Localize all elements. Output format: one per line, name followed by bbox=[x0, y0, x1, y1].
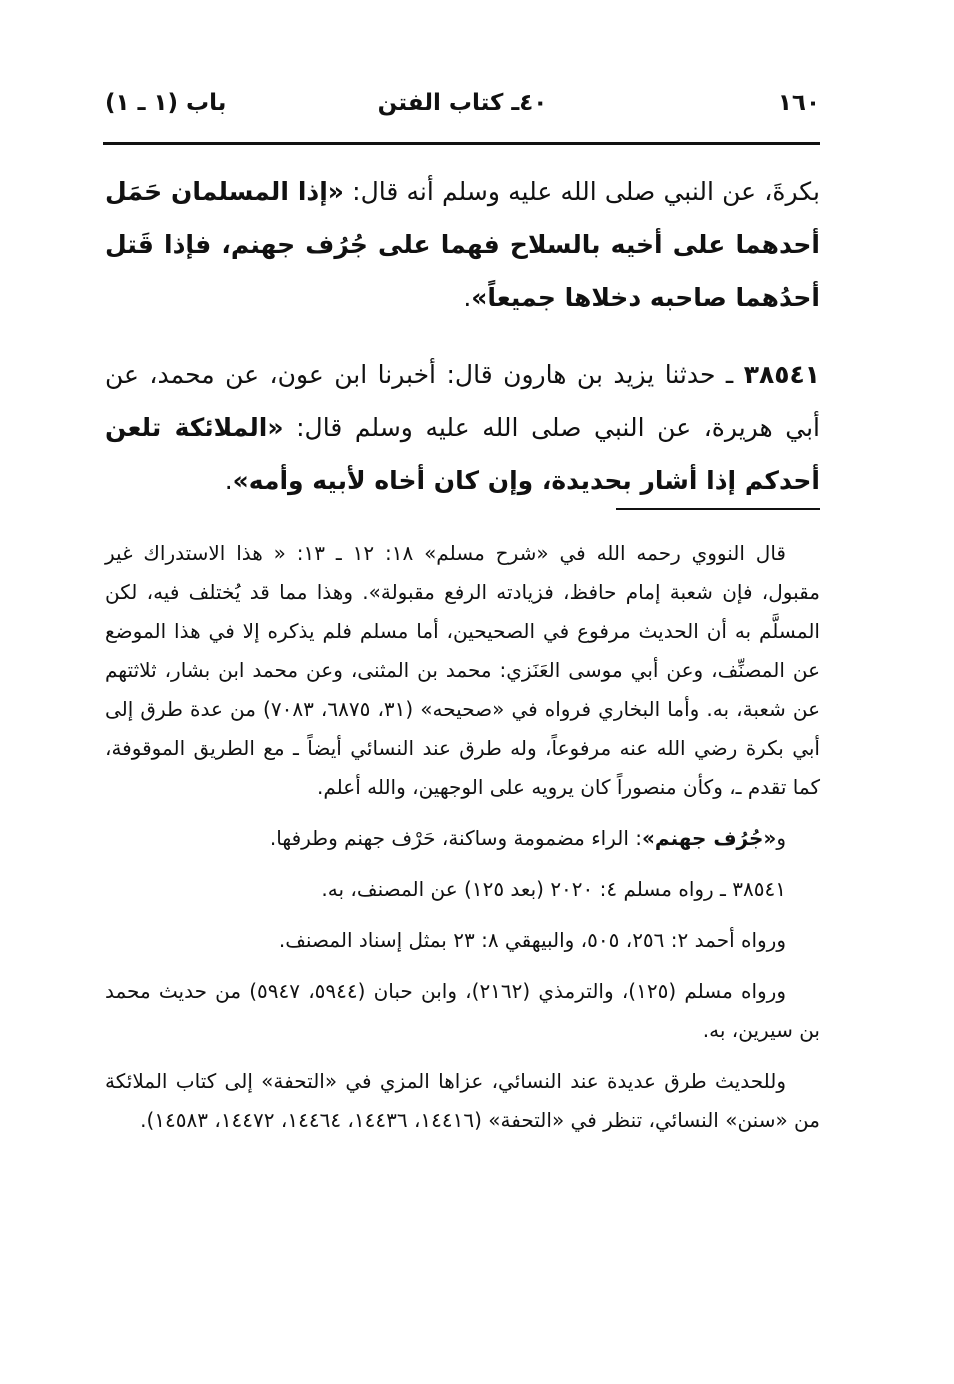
footnote-paragraph: ورواه أحمد ٢: ٢٥٦، ٥٠٥، والبيهقي ٨: ٢٣ بمثل إسناد المصنف. bbox=[278, 928, 786, 952]
footnote-paragraph: ورواه مسلم (١٢٥)، والترمذي (٢١٦٢)، وابن حبان (٥٩٤٤، ٥٩٤٧) من حديث محمد بن سيرين، به. bbox=[105, 979, 820, 1042]
book-title: ٤٠ـ كتاب الفتن bbox=[377, 90, 548, 116]
hadith-paragraph bbox=[105, 348, 820, 507]
main-text bbox=[105, 165, 820, 507]
hadith-quote: «الملائكة تلعن أحدكم إذا أشار بحديدة، وإن كان أخاه لأبيه وأمه» bbox=[105, 413, 820, 495]
hadith-number: ٣٨٥٤١ bbox=[743, 360, 820, 389]
hadith-quote: «إذا المسلمان حَمَل أحدهما على أخيه بالسلاح فهما على جُرُف جهنم، فإذا قَتل أحدُهما صاحبه دخلاها جميعاً» bbox=[105, 177, 820, 312]
hadith-text: بكرةَ، عن النبي صلى الله عليه وسلم أنه قال: bbox=[343, 177, 820, 206]
page-header bbox=[105, 88, 820, 128]
footnote-paragraph: قال النووي رحمه الله في «شرح مسلم» ١٨: ١٢ ـ ١٣: « هذا الاستدراك غير مقبول، فإن شعبة إمام حافظ، فزيادته الرفع مقبولة». وهذا مما قد يُختلف فيه، لكن المسلَّم به أن الحديث مرفوع في الصحيحين، أما مسلم فلم يذكره إلا في هذا الموضع عن المصنِّف، وعن أبي موسى العَنَزي: محمد بن المثنى، وعن محمد ابن بشار، ثلاثتهم عن شعبة، به. وأما البخاري فرواه في «صحيحه» (٣١، ٦٨٧٥، ٧٠٨٣) من عدة طرق إلى أبي بكرة رضي الله عنه مرفوعاً، وله طرق عند النسائي أيضاً ـ مع الطريق الموقوفة، كما تقدم ـ، وكأن منصوراً كان يرويه على الوجهين، والله أعلم. bbox=[105, 541, 821, 799]
header-divider bbox=[103, 142, 820, 145]
hadith-text: ـ حدثنا يزيد بن هارون قال: أخبرنا ابن عون، عن محمد، عن أبي هريرة، عن النبي صلى الله عليه وسلم قال: bbox=[105, 360, 820, 442]
punctuation: . bbox=[463, 283, 472, 312]
footnote-term: «جُرُف جهنم» bbox=[641, 826, 777, 850]
footnote-paragraph: وللحديث طرق عديدة عند النسائي، عزاها المزي في «التحفة» إلى كتاب الملائكة من «سنن» النسائي، تنظر في «التحفة» (١٤٤١٦، ١٤٤٣٦، ١٤٤٦٤، ١٤٤٧٢، ١٤٥٨٣). bbox=[105, 1069, 820, 1132]
footnotes bbox=[105, 534, 820, 1140]
footnote-text: : الراء مضمومة وساكنة، حَرْف جهنم وطرفها. bbox=[269, 826, 642, 850]
footnote-paragraph bbox=[105, 819, 820, 858]
hadith-paragraph bbox=[105, 165, 820, 324]
page-number: ١٦٠ bbox=[777, 90, 820, 116]
chapter-label: باب (١ ـ ١) bbox=[105, 90, 227, 116]
footnote-divider bbox=[616, 508, 820, 510]
footnote-prefix: و bbox=[776, 826, 786, 850]
footnote-paragraph: ٣٨٥٤١ ـ رواه مسلم ٤: ٢٠٢٠ (بعد ١٢٥) عن المصنف، به. bbox=[321, 877, 786, 901]
punctuation: . bbox=[224, 466, 233, 495]
